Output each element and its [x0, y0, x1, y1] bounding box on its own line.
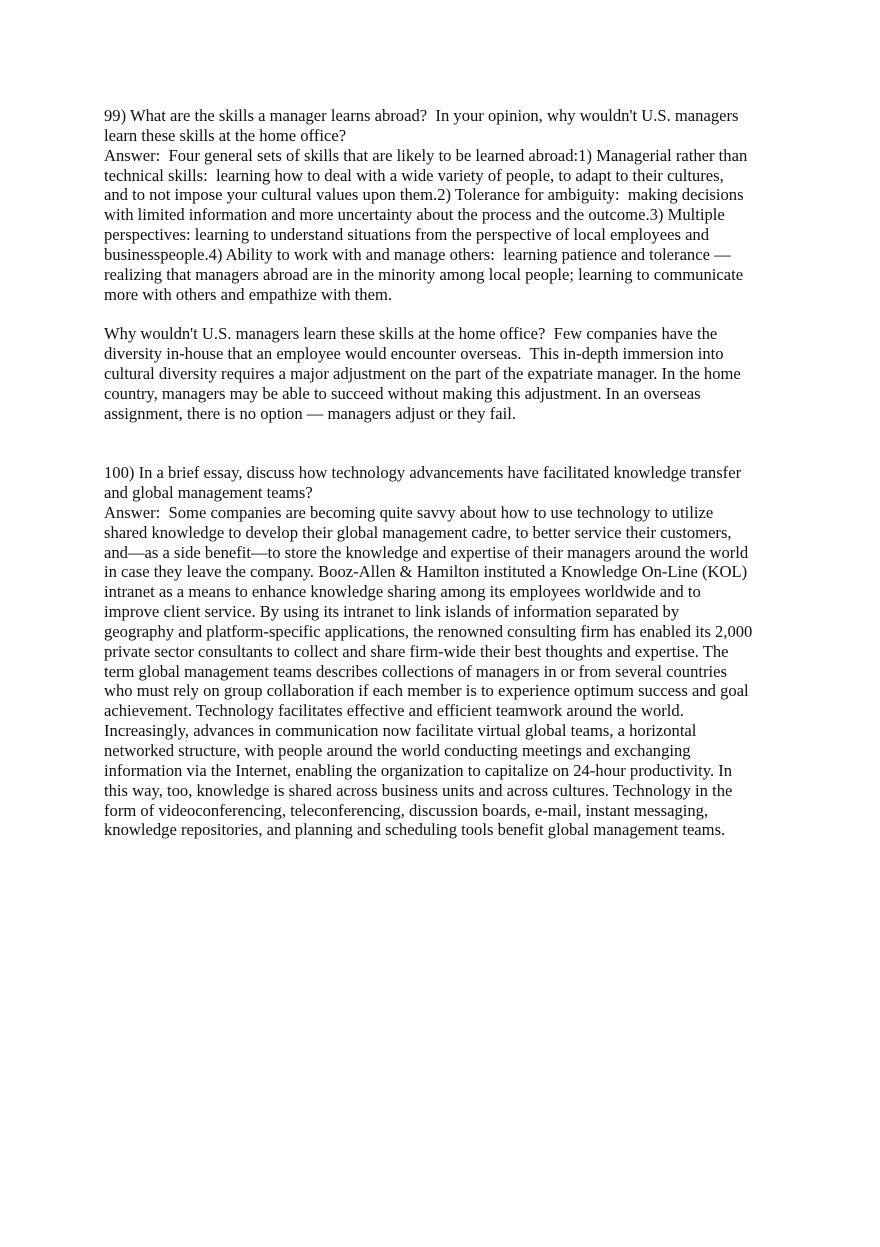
text-line: in case they leave the company. Booz-Allen & Hamilton instituted a Knowledge On-Line (KOL)	[104, 562, 748, 582]
question-text	[104, 463, 804, 503]
text-line: country, managers may be able to succeed without making this adjustment. In an overseas	[104, 383, 701, 403]
text-line: realizing that managers abroad are in the minority among local people; learning to communicate	[104, 264, 744, 284]
question-100	[104, 463, 804, 840]
text-line: diversity in-house that an employee would encounter overseas. This in-depth immersion into	[104, 344, 724, 364]
text-line: businesspeople.4) Ability to work with and manage others: learning patience and tolerance —	[104, 244, 731, 264]
text-line: perspectives: learning to understand situations from the perspective of local employees and	[104, 225, 710, 245]
text-line: Answer: Some companies are becoming quite savvy about how to use technology to utilize	[104, 502, 714, 522]
text-line: improve client service. By using its intranet to link islands of information separated by	[104, 602, 680, 622]
text-line: and—as a side benefit—to store the knowledge and expertise of their managers around the world	[104, 542, 749, 562]
text-line: shared knowledge to develop their global management cadre, to better service their customers,	[104, 522, 732, 542]
text-line: assignment, there is no option — managers adjust or they fail.	[104, 403, 516, 423]
text-line: information via the Internet, enabling the organization to capitalize on 24-hour productivity. In	[104, 760, 733, 780]
text-line: intranet as a means to enhance knowledge sharing among its employees worldwide and to	[104, 582, 701, 602]
answer-text	[104, 146, 804, 305]
text-line: networked structure, with people around the world conducting meetings and exchanging	[104, 741, 691, 760]
question-spacer	[104, 424, 804, 464]
text-line: with limited information and more uncertainty about the process and the outcome.3) Multiple	[104, 205, 725, 225]
text-line: form of videoconferencing, teleconferencing, discussion boards, e-mail, instant messaging,	[104, 800, 709, 820]
text-line: and to not impose your cultural values upon them.2) Tolerance for ambiguity: making decisions	[104, 185, 744, 205]
question-text	[104, 106, 804, 146]
text-line: cultural diversity requires a major adjustment on the part of the expatriate manager. In the home	[104, 363, 741, 383]
text-line: this way, too, knowledge is shared across business units and across cultures. Technology in the	[104, 780, 733, 800]
text-line: Why wouldn't U.S. managers learn these skills at the home office? Few companies have the	[104, 324, 718, 344]
text-line: and global management teams?	[104, 483, 313, 503]
text-line: geography and platform-specific applications, the renowned consulting firm has enabled its 2,000	[104, 621, 753, 641]
document-page	[104, 106, 804, 840]
text-line: term global management teams describes collections of managers in or from several countries	[104, 661, 727, 681]
text-line: more with others and empathize with them.	[104, 284, 393, 304]
question-99	[104, 106, 804, 424]
text-line: who must rely on group collaboration if each member is to experience optimum success and goal	[104, 681, 749, 701]
followup-text	[104, 324, 804, 423]
text-line: 100) In a brief essay, discuss how technology advancements have facilitated knowledge transfer	[104, 463, 742, 483]
text-line: knowledge repositories, and planning and scheduling tools benefit global management teams.	[104, 820, 726, 840]
paragraph-spacer	[104, 304, 804, 324]
text-line: technical skills: learning how to deal with a wide variety of people, to adapt to their cultures,	[104, 165, 724, 185]
text-line: private sector consultants to collect and share firm-wide their best thoughts and expertise. The	[104, 641, 729, 661]
text-line: 99) What are the skills a manager learns abroad? In your opinion, why wouldn't U.S. managers	[104, 106, 739, 125]
text-line: Increasingly, advances in communication now facilitate virtual global teams, a horizontal	[104, 721, 697, 741]
text-line: learn these skills at the home office?	[104, 125, 347, 145]
answer-text	[104, 503, 804, 840]
text-line: achievement. Technology facilitates effective and efficient teamwork around the world.	[104, 701, 684, 721]
text-line: Answer: Four general sets of skills that are likely to be learned abroad:1) Managerial rather than	[104, 145, 748, 165]
